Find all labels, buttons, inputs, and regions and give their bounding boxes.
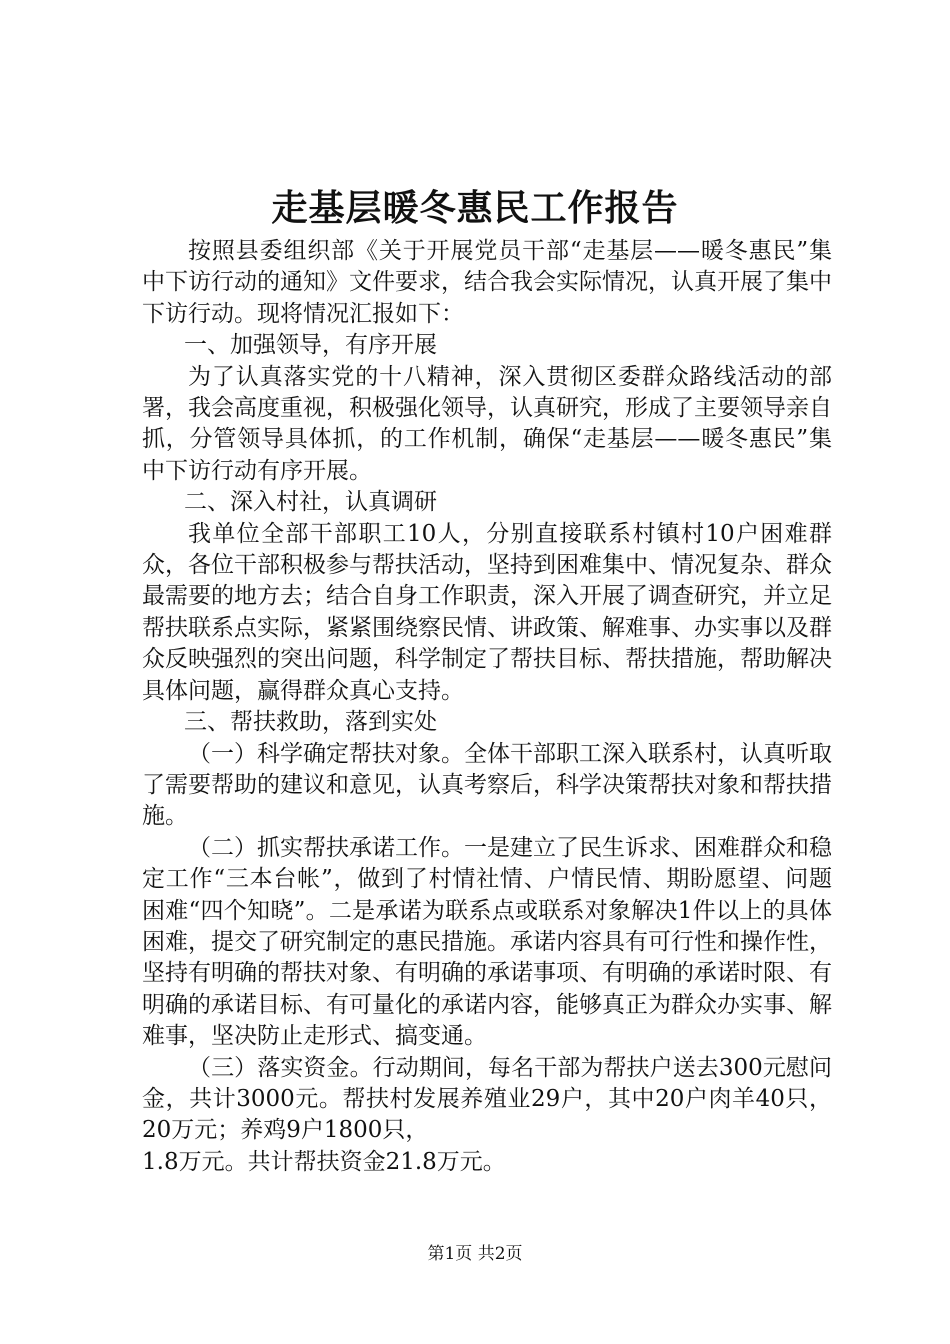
section-heading-3: 三、帮扶救助，落到实处: [184, 709, 437, 736]
document-title: 走基层暖冬惠民工作报告: [271, 187, 679, 229]
sub-item-1: （一）科学确定帮扶对象。全体干部职工深入联系村，认真听取了需要帮助的建议和意见，认真考察后，科学决策帮扶对象和帮扶措施。: [142, 740, 832, 830]
section-heading-2: 二、深入村社，认真调研: [184, 489, 437, 516]
section-body-2: 我单位全部干部职工10人，分别直接联系村镇村10户困难群众，各位干部积极参与帮扶活动，坚持到困难集中、情况复杂、群众最需要的地方去；结合自身工作职责，深入开展了调查研究，并立足帮扶联系点实际，紧紧围绕察民情、讲政策、解难事、办实事以及群众反映强烈的突出问题，科学制定了帮扶目标、帮扶措施，帮助解决具体问题，赢得群众真心支持。: [142, 520, 832, 704]
section-body-1: 为了认真落实党的十八精神，深入贯彻区委群众路线活动的部署，我会高度重视，积极强化领导，认真研究，形成了主要领导亲自抓，分管领导具体抓，的工作机制，确保“走基层——暖冬惠民”集中下访行动有序开展。: [142, 363, 832, 484]
sub-item-2: （二）抓实帮扶承诺工作。一是建立了民生诉求、困难群众和稳定工作“三本台帐”，做到了村情社情、户情民情、期盼愿望、问题困难“四个知晓”。二是承诺为联系点或联系对象解决1件以上的具体困难，提交了研究制定的惠民措施。承诺内容具有可行性和操作性，坚持有明确的帮扶对象、有明确的承诺事项、有明确的承诺时限、有明确的承诺目标、有可量化的承诺内容，能够真正为群众办实事、解难事，坚决防止走形式、搞变通。: [142, 834, 832, 1050]
sub-item-3: （三）落实资金。行动期间，每名干部为帮扶户送去300元慰问金，共计3000元。帮扶村发展养殖业29户，其中20户肉羊40只，20万元；养鸡9户1800只，: [142, 1054, 832, 1144]
intro-paragraph: 按照县委组织部《关于开展党员干部“走基层——暖冬惠民”集中下访行动的通知》文件要求，结合我会实际情况，认真开展了集中下访行动。现将情况汇报如下：: [142, 238, 832, 327]
sub-item-3-continuation: 1.8万元。共计帮扶资金21.8万元。: [142, 1148, 506, 1175]
section-heading-1: 一、加强领导，有序开展: [184, 332, 437, 359]
page-footer: 第1页 共2页: [427, 1244, 523, 1264]
document-body: [142, 236, 832, 1178]
